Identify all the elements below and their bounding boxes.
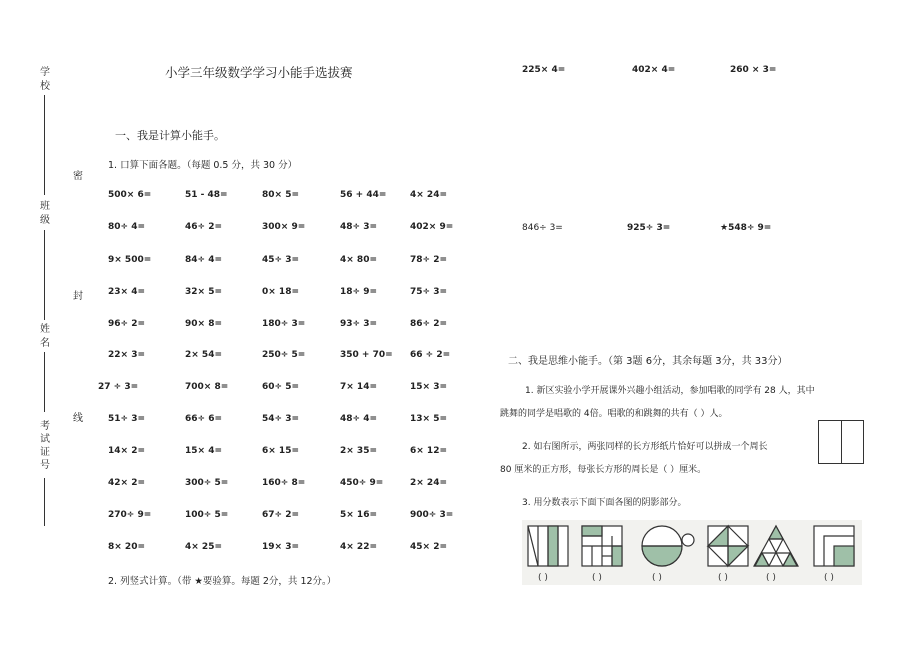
oral-problem: 6× 15= <box>262 446 300 456</box>
oral-problem: 84÷ 4= <box>185 255 223 265</box>
vertical-problem: 260 × 3= <box>730 65 777 75</box>
oral-problem: 450÷ 9= <box>340 478 384 488</box>
oral-problem: 56 + 44= <box>340 190 387 200</box>
oral-problem: 700× 8= <box>185 382 229 392</box>
oral-problem: 22× 3= <box>108 350 146 360</box>
binding-line-2 <box>44 230 45 320</box>
seal-char-xian: 线 <box>73 413 83 424</box>
oral-problem: 500× 6= <box>108 190 152 200</box>
oral-problem: 51 - 48= <box>185 190 228 200</box>
oral-problem: 45× 2= <box>410 542 448 552</box>
oral-problem: 66÷ 6= <box>185 414 223 424</box>
oral-problem: 4× 25= <box>185 542 223 552</box>
oral-problem: 4× 22= <box>340 542 378 552</box>
oral-problem: 160÷ 8= <box>262 478 306 488</box>
oral-problem: 90× 8= <box>185 319 223 329</box>
problem-2-line-2: 80 厘米的正方形，每张长方形的周长是（ ）厘米。 <box>500 465 707 475</box>
oral-problem: 300× 9= <box>262 222 306 232</box>
problem-3-instruction: 3. 用分数表示下面下面各图的阴影部分。 <box>522 498 687 508</box>
oral-problem: 45÷ 3= <box>262 255 300 265</box>
problem-1-line-1: 1. 新区实验小学开展课外兴趣小组活动，参加唱歌的同学有 28 人，其中 <box>525 386 815 396</box>
binding-line-4 <box>44 478 45 526</box>
fraction-figure-2 <box>582 526 622 566</box>
oral-problem: 2× 54= <box>185 350 223 360</box>
oral-problem: 93÷ 3= <box>340 319 378 329</box>
vertical-problem: 402× 4= <box>632 65 676 75</box>
oral-problem: 14× 2= <box>108 446 146 456</box>
oral-problem: 270÷ 9= <box>108 510 152 520</box>
oral-problem: 78÷ 2= <box>410 255 448 265</box>
oral-problem: 27 ÷ 3= <box>98 382 139 392</box>
fraction-figure-1 <box>528 526 568 566</box>
oral-problem: 4× 80= <box>340 255 378 265</box>
oral-problem: 60÷ 5= <box>262 382 300 392</box>
oral-problem: 32× 5= <box>185 287 223 297</box>
oral-problem: 48÷ 3= <box>340 222 378 232</box>
oral-problem: 7× 14= <box>340 382 378 392</box>
figure-answer-blank: ( ) <box>538 573 548 583</box>
oral-problem: 19× 3= <box>262 542 300 552</box>
oral-problem: 75÷ 3= <box>410 287 448 297</box>
oral-problem: 15× 4= <box>185 446 223 456</box>
oral-problem: 96÷ 2= <box>108 319 146 329</box>
vertical-problem: 846÷ 3= <box>522 223 563 233</box>
square-from-two-rectangles-figure <box>818 420 864 464</box>
figure-answer-blank: ( ) <box>652 573 662 583</box>
question-1-instruction: 1. 口算下面各题。（每题 0.5 分，共 30 分） <box>108 160 298 171</box>
oral-problem: 2× 24= <box>410 478 448 488</box>
oral-problem: 2× 35= <box>340 446 378 456</box>
fraction-figure-6 <box>814 526 854 566</box>
vertical-problem: 925÷ 3= <box>627 223 671 233</box>
oral-problem: 51÷ 3= <box>108 414 146 424</box>
oral-problem: 42× 2= <box>108 478 146 488</box>
oral-problem: 23× 4= <box>108 287 146 297</box>
oral-problem: 54÷ 3= <box>262 414 300 424</box>
oral-problem: 6× 12= <box>410 446 448 456</box>
question-2-instruction: 2. 列竖式计算。（带 ★要验算。每题 2分，共 12分。） <box>108 576 337 587</box>
fraction-figure-4 <box>708 526 748 566</box>
oral-problem: 86÷ 2= <box>410 319 448 329</box>
oral-problem: 46÷ 2= <box>185 222 223 232</box>
vertical-problem: 225× 4= <box>522 65 566 75</box>
seal-char-mi: 密 <box>73 171 83 182</box>
binding-line-3 <box>44 352 45 412</box>
fraction-figure-3 <box>642 526 694 566</box>
fraction-figures-svg <box>522 520 862 585</box>
oral-problem: 80× 5= <box>262 190 300 200</box>
binding-line-1 <box>44 95 45 195</box>
oral-problem: 402× 9= <box>410 222 454 232</box>
oral-problem: 18÷ 9= <box>340 287 378 297</box>
oral-problem: 13× 5= <box>410 414 448 424</box>
oral-problem: 9× 500= <box>108 255 152 265</box>
oral-problem: 100÷ 5= <box>185 510 229 520</box>
figure-answer-blank: ( ) <box>766 573 776 583</box>
vertical-problem-starred: ★548÷ 9= <box>720 223 772 233</box>
oral-problem: 80÷ 4= <box>108 222 146 232</box>
name-label: 姓名 <box>40 324 50 349</box>
seal-char-feng: 封 <box>73 291 83 302</box>
figure-answer-blank: ( ) <box>592 573 602 583</box>
oral-problem: 66 ÷ 2= <box>410 350 451 360</box>
fraction-figure-5 <box>754 526 798 566</box>
class-label: 班级 <box>40 201 50 226</box>
section-1-heading: 一、我是计算小能手。 <box>115 129 225 142</box>
oral-problem: 0× 18= <box>262 287 300 297</box>
oral-problem: 48÷ 4= <box>340 414 378 424</box>
oral-problem: 900÷ 3= <box>410 510 454 520</box>
problem-2-line-1: 2. 如右图所示，两张同样的长方形纸片恰好可以拼成一个周长 <box>522 442 768 452</box>
exam-number-label: 考试证号 <box>40 421 50 471</box>
section-2-heading: 二、我是思维小能手。（第 3题 6分，其余每题 3分，共 33分） <box>508 356 788 367</box>
page-title: 小学三年级数学学习小能手选拔赛 <box>165 65 353 80</box>
oral-problem: 8× 20= <box>108 542 146 552</box>
oral-problem: 250÷ 5= <box>262 350 306 360</box>
oral-problem: 350 + 70= <box>340 350 393 360</box>
oral-problem: 300÷ 5= <box>185 478 229 488</box>
figure-answer-blank: ( ) <box>824 573 834 583</box>
problem-1-line-2: 跳舞的同学是唱歌的 4倍。唱歌的和跳舞的共有（ ）人。 <box>500 409 728 419</box>
fraction-figures-panel <box>522 520 862 585</box>
figure-answer-blank: ( ) <box>718 573 728 583</box>
oral-problem: 5× 16= <box>340 510 378 520</box>
oral-problem: 180÷ 3= <box>262 319 306 329</box>
school-label: 学校 <box>40 67 50 92</box>
oral-problem: 15× 3= <box>410 382 448 392</box>
oral-problem: 67÷ 2= <box>262 510 300 520</box>
oral-problem: 4× 24= <box>410 190 448 200</box>
